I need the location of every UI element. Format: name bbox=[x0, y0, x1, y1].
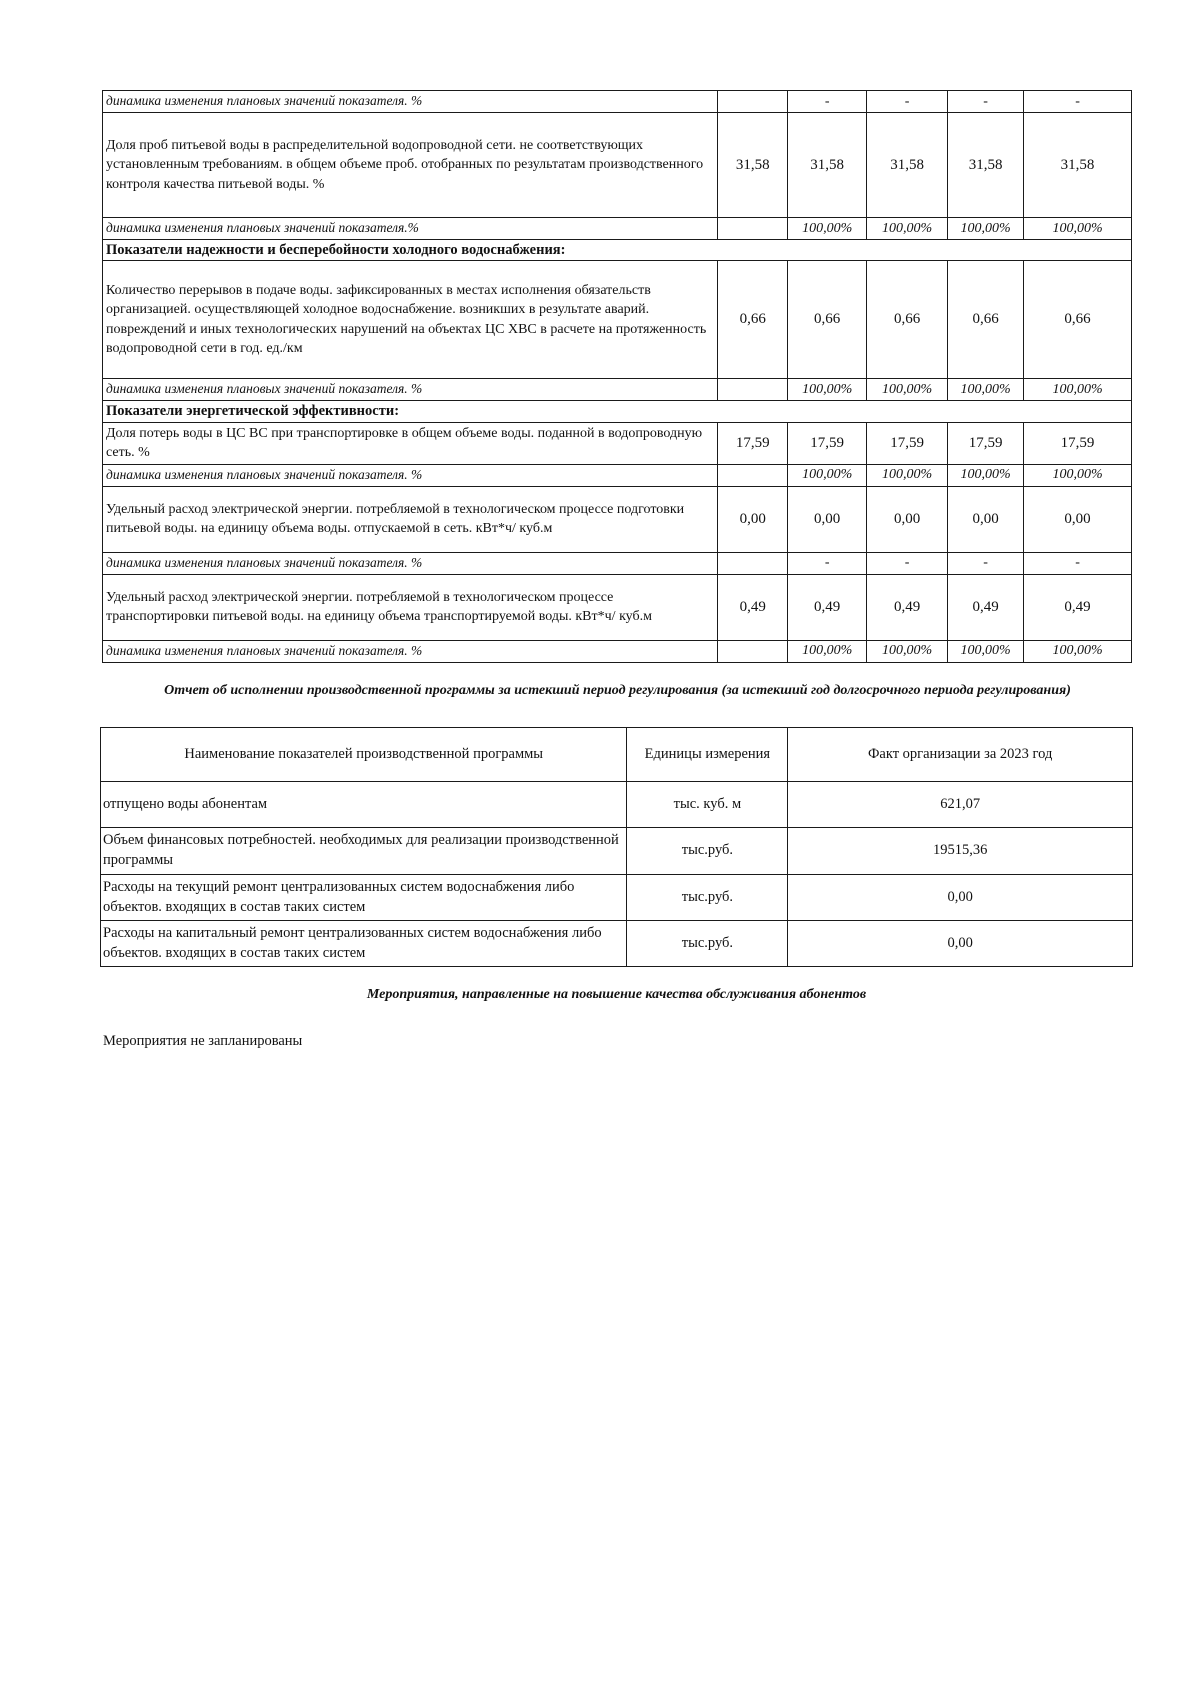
year-value: 100,00% bbox=[948, 379, 1024, 401]
year-value: 31,58 bbox=[867, 113, 948, 218]
table-row bbox=[103, 640, 1132, 662]
year-value: 100,00% bbox=[1024, 379, 1132, 401]
table-header-row bbox=[101, 728, 1133, 782]
year-value: 0,66 bbox=[867, 261, 948, 379]
events-text: Мероприятия не запланированы bbox=[103, 1033, 303, 1049]
table-row bbox=[103, 422, 1132, 464]
unit: тыс.руб. bbox=[627, 875, 788, 921]
base-value bbox=[718, 91, 788, 113]
table-row bbox=[101, 828, 1133, 875]
base-value: 0,66 bbox=[718, 261, 788, 379]
year-value: 100,00% bbox=[948, 640, 1024, 662]
row-label: Количество перерывов в подаче воды. зафиксированных в местах исполнения обязательств организацией. осуществляющей холодное водоснабжение. возникших в результате аварий. повреждений и иных технологических нарушений на объектах ЦС ХВС в расчете на протяженность водопроводной сети в год. ед./км bbox=[103, 261, 718, 379]
year-value: 0,49 bbox=[788, 574, 867, 640]
year-value: - bbox=[788, 552, 867, 574]
year-value: - bbox=[788, 91, 867, 113]
section-header-row bbox=[103, 401, 1132, 422]
year-value: - bbox=[948, 552, 1024, 574]
row-label: динамика изменения плановых значений показателя. % bbox=[103, 552, 718, 574]
base-value: 0,49 bbox=[718, 574, 788, 640]
fact-value: 621,07 bbox=[788, 782, 1133, 828]
row-label: Доля проб питьевой воды в распределительной водопроводной сети. не соответствующих установленным требованиям. в общем объеме проб. отобранных по результатам производственного контроля качества питьевой воды. % bbox=[103, 113, 718, 218]
section-header: Показатели надежности и бесперебойности холодного водоснабжения: bbox=[103, 240, 1132, 261]
fact-value: 0,00 bbox=[788, 921, 1133, 967]
base-value: 17,59 bbox=[718, 422, 788, 464]
table-row bbox=[103, 379, 1132, 401]
year-value: 100,00% bbox=[788, 379, 867, 401]
program-table bbox=[100, 727, 1133, 967]
year-value: 100,00% bbox=[948, 464, 1024, 486]
year-value: 0,66 bbox=[948, 261, 1024, 379]
row-label: динамика изменения плановых значений показателя.% bbox=[103, 218, 718, 240]
report-caption: Отчет об исполнении производственной программы за истекший период регулирования (за истекший год долгосрочного периода регулирования) bbox=[164, 683, 1071, 698]
year-value: 31,58 bbox=[1024, 113, 1132, 218]
base-value bbox=[718, 640, 788, 662]
year-value: 100,00% bbox=[948, 218, 1024, 240]
section-header-row bbox=[103, 240, 1132, 261]
column-header: Единицы измерения bbox=[627, 728, 788, 782]
unit: тыс.руб. bbox=[627, 828, 788, 875]
table-row bbox=[103, 218, 1132, 240]
year-value: 100,00% bbox=[1024, 218, 1132, 240]
row-label: Удельный расход электрической энергии. потребляемой в технологическом процессе транспортировки питьевой воды. на единицу объема транспортируемой воды. кВт*ч/ куб.м bbox=[103, 574, 718, 640]
fact-value: 0,00 bbox=[788, 875, 1133, 921]
year-value: 0,49 bbox=[948, 574, 1024, 640]
row-label: Доля потерь воды в ЦС ВС при транспортировке в общем объеме воды. поданной в водопроводную сеть. % bbox=[103, 422, 718, 464]
year-value: - bbox=[1024, 552, 1132, 574]
year-value: 100,00% bbox=[867, 218, 948, 240]
year-value: 0,00 bbox=[788, 486, 867, 552]
base-value: 0,00 bbox=[718, 486, 788, 552]
column-header: Факт организации за 2023 год bbox=[788, 728, 1133, 782]
indicator-name: Объем финансовых потребностей. необходимых для реализации производственной программы bbox=[101, 828, 627, 875]
indicator-name: отпущено воды абонентам bbox=[101, 782, 627, 828]
year-value: - bbox=[948, 91, 1024, 113]
year-value: 100,00% bbox=[1024, 464, 1132, 486]
year-value: - bbox=[867, 552, 948, 574]
year-value: - bbox=[867, 91, 948, 113]
column-header: Наименование показателей производственной программы bbox=[101, 728, 627, 782]
section-header: Показатели энергетической эффективности: bbox=[103, 401, 1132, 422]
base-value bbox=[718, 379, 788, 401]
year-value: 100,00% bbox=[1024, 640, 1132, 662]
table-row bbox=[103, 574, 1132, 640]
indicators-table bbox=[102, 90, 1132, 663]
year-value: 17,59 bbox=[948, 422, 1024, 464]
fact-value: 19515,36 bbox=[788, 828, 1133, 875]
year-value: 17,59 bbox=[788, 422, 867, 464]
table-row bbox=[101, 875, 1133, 921]
base-value: 31,58 bbox=[718, 113, 788, 218]
year-value: 100,00% bbox=[788, 640, 867, 662]
table-row bbox=[103, 464, 1132, 486]
base-value bbox=[718, 464, 788, 486]
year-value: 0,66 bbox=[1024, 261, 1132, 379]
year-value: 100,00% bbox=[867, 640, 948, 662]
row-label: динамика изменения плановых значений показателя. % bbox=[103, 91, 718, 113]
year-value: 100,00% bbox=[867, 379, 948, 401]
year-value: 100,00% bbox=[867, 464, 948, 486]
year-value: 17,59 bbox=[867, 422, 948, 464]
row-label: динамика изменения плановых значений показателя. % bbox=[103, 640, 718, 662]
year-value: 0,00 bbox=[867, 486, 948, 552]
unit: тыс. куб. м bbox=[627, 782, 788, 828]
year-value: 31,58 bbox=[788, 113, 867, 218]
table-row bbox=[103, 113, 1132, 218]
base-value bbox=[718, 218, 788, 240]
table-row bbox=[103, 261, 1132, 379]
year-value: 0,00 bbox=[1024, 486, 1132, 552]
row-label: динамика изменения плановых значений показателя. % bbox=[103, 379, 718, 401]
row-label: динамика изменения плановых значений показателя. % bbox=[103, 464, 718, 486]
year-value: 100,00% bbox=[788, 464, 867, 486]
table-row bbox=[103, 552, 1132, 574]
table-row bbox=[101, 921, 1133, 967]
year-value: 31,58 bbox=[948, 113, 1024, 218]
year-value: 0,49 bbox=[1024, 574, 1132, 640]
table-row bbox=[103, 91, 1132, 113]
table-row bbox=[101, 782, 1133, 828]
indicator-name: Расходы на капитальный ремонт централизованных систем водоснабжения либо объектов. входящих в состав таких систем bbox=[101, 921, 627, 967]
year-value: 0,00 bbox=[948, 486, 1024, 552]
row-label: Удельный расход электрической энергии. потребляемой в технологическом процессе подготовки питьевой воды. на единицу объема воды. отпускаемой в сеть. кВт*ч/ куб.м bbox=[103, 486, 718, 552]
year-value: 0,66 bbox=[788, 261, 867, 379]
year-value: 100,00% bbox=[788, 218, 867, 240]
year-value: - bbox=[1024, 91, 1132, 113]
year-value: 0,49 bbox=[867, 574, 948, 640]
indicator-name: Расходы на текущий ремонт централизованных систем водоснабжения либо объектов. входящих в состав таких систем bbox=[101, 875, 627, 921]
year-value: 17,59 bbox=[1024, 422, 1132, 464]
events-caption: Мероприятия, направленные на повышение качества обслуживания абонентов bbox=[366, 987, 867, 1002]
base-value bbox=[718, 552, 788, 574]
table-row bbox=[103, 486, 1132, 552]
unit: тыс.руб. bbox=[627, 921, 788, 967]
